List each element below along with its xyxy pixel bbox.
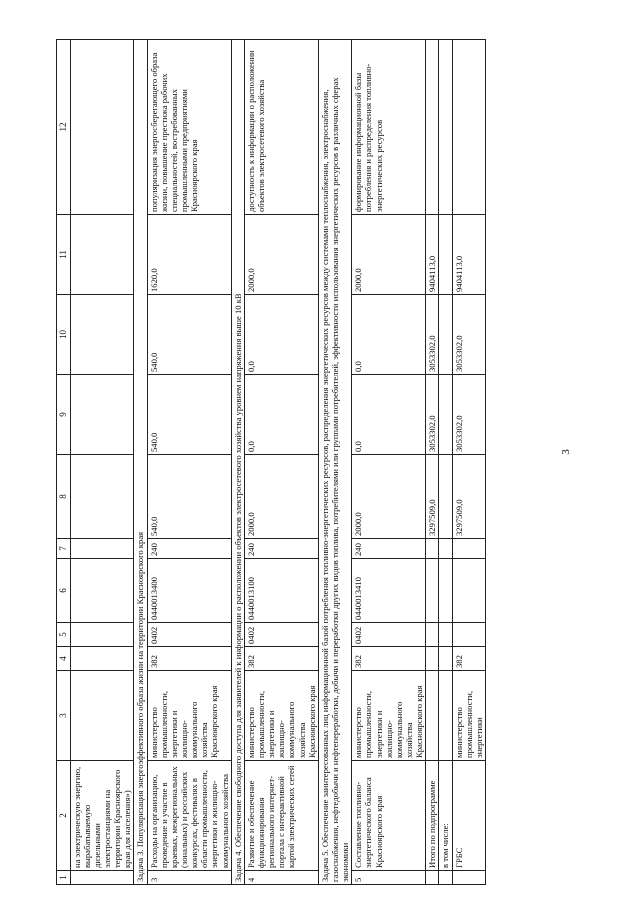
ministry: министерство промышленности, энергетики и жилищно-коммунального хозяйства Красноярского края <box>244 671 318 761</box>
col-header: 10 <box>57 295 71 375</box>
col-header: 6 <box>57 559 71 623</box>
total-col9: 3053302,0 <box>426 375 439 455</box>
col-header: 3 <box>57 671 71 761</box>
code-section: 0402 <box>352 623 426 647</box>
task-4: Задача 4. Обеспечение свободного доступа для заявителей к информации о расположении объектов электросетевого хозяйства уровнем напряжения выше 10 кВ <box>231 40 244 885</box>
code-target: 0440013410 <box>352 559 426 623</box>
cell-text: на электрическую энергию, вырабатываемую дизельными электростанциями на территории Красноярского края для населения») <box>70 761 134 871</box>
value-col8: 2000,0 <box>244 455 318 539</box>
row-number: 4 <box>244 871 318 885</box>
ministry: министерство промышленности, энергетики и жилищно-коммунального хозяйства Красноярского края <box>147 671 231 761</box>
table-row <box>244 40 318 885</box>
grbs-col11: 9404113,0 <box>452 215 485 295</box>
ministry: министерство промышленности, энергетики <box>452 671 485 761</box>
page-number: 3 <box>560 449 572 455</box>
col-header: 1 <box>57 871 71 885</box>
value-col10: 0,0 <box>352 295 426 375</box>
value-col11: 2000,0 <box>352 215 426 295</box>
col-header: 4 <box>57 647 71 671</box>
grbs-row <box>452 40 485 885</box>
value-col10: 0,0 <box>244 295 318 375</box>
value-col8: 2000,0 <box>352 455 426 539</box>
value-col11: 2000,0 <box>244 215 318 295</box>
col-header: 5 <box>57 623 71 647</box>
task-row <box>318 40 351 885</box>
header-row <box>57 40 71 885</box>
table-row <box>352 40 426 885</box>
ministry: министерство промышленности, энергетики и жилищно-коммунального хозяйства Красноярского края <box>352 671 426 761</box>
grbs-col10: 3053302,0 <box>452 295 485 375</box>
code-grbs: 382 <box>244 647 318 671</box>
table-row <box>147 40 231 885</box>
budget-table <box>56 39 486 885</box>
grbs-col9: 3053302,0 <box>452 375 485 455</box>
task-row <box>134 40 147 885</box>
value-col9: 0,0 <box>244 375 318 455</box>
code-type: 240 <box>147 539 231 559</box>
including-label: в том числе: <box>439 761 452 871</box>
rotated-page <box>56 40 556 885</box>
total-label: Итого по подпрограмме <box>426 761 439 871</box>
code-section: 0402 <box>244 623 318 647</box>
total-col11: 9404113,0 <box>426 215 439 295</box>
value-col10: 540,0 <box>147 295 231 375</box>
value-col9: 0,0 <box>352 375 426 455</box>
value-col11: 1620,0 <box>147 215 231 295</box>
code-target: 0440013400 <box>147 559 231 623</box>
value-col8: 540,0 <box>147 455 231 539</box>
grbs-col8: 3297509,0 <box>452 455 485 539</box>
task-row <box>231 40 244 885</box>
total-col8: 3297509,0 <box>426 455 439 539</box>
code-grbs: 382 <box>147 647 231 671</box>
code-type: 240 <box>244 539 318 559</box>
col-header: 11 <box>57 215 71 295</box>
expected-result: формирование информационной базы потребления и распределения топливно-энергетических ресурсов <box>352 40 426 215</box>
measure-name: Расходы на организацию, проведение и участие в краевых, межрегиональных (зональных) и российских конкурсах, фестивалях в области промышленности, энергетики и жилищно-коммунального хозяйства <box>147 761 231 871</box>
table-row <box>70 40 134 885</box>
including-row <box>439 40 452 885</box>
code-type: 240 <box>352 539 426 559</box>
col-header: 7 <box>57 539 71 559</box>
measure-name: Развитие и обеспечение функционирования регионального интернет-портала с интерактивной картой электрических сетей <box>244 761 318 871</box>
grbs-label: ГРБС <box>452 761 485 871</box>
expected-result: популяризация энергосберегающего образа жизни, повышение престижа рабочих специальностей, востребованных промышленными предприятиями Красноярского края <box>147 40 231 215</box>
col-header: 2 <box>57 761 71 871</box>
col-header: 8 <box>57 455 71 539</box>
col-header: 9 <box>57 375 71 455</box>
task-3: Задача 3. Популяризация энергоэффективного образа жизни на территории Красноярского края <box>134 40 147 885</box>
task-5: Задача 5. Обеспечение заинтересованных лиц информационной базой потребления топливно-энергетических ресурсов, распределения энергетических ресурсов между системами теплоснабжения, электроснабжения, газоснабжения, нефтедобычи и нефтепереработки, добычи и переработки других видов топлива, потребителями или группами потребителей, эффективности использования энергетических ресурсов в различных сферах экономики <box>318 40 351 885</box>
measure-name: Составление топливно-энергетического баланса Красноярского края <box>352 761 426 871</box>
row-number: 5 <box>352 871 426 885</box>
total-row <box>426 40 439 885</box>
code-target: 0440013100 <box>244 559 318 623</box>
code-section: 0402 <box>147 623 231 647</box>
col-header: 12 <box>57 40 71 215</box>
total-col10: 3053302,0 <box>426 295 439 375</box>
code-grbs: 382 <box>352 647 426 671</box>
row-number: 3 <box>147 871 231 885</box>
value-col9: 540,0 <box>147 375 231 455</box>
expected-result: доступность к информации о расположении объектов электросетевого хозяйства <box>244 40 318 215</box>
code-grbs: 382 <box>452 647 485 671</box>
